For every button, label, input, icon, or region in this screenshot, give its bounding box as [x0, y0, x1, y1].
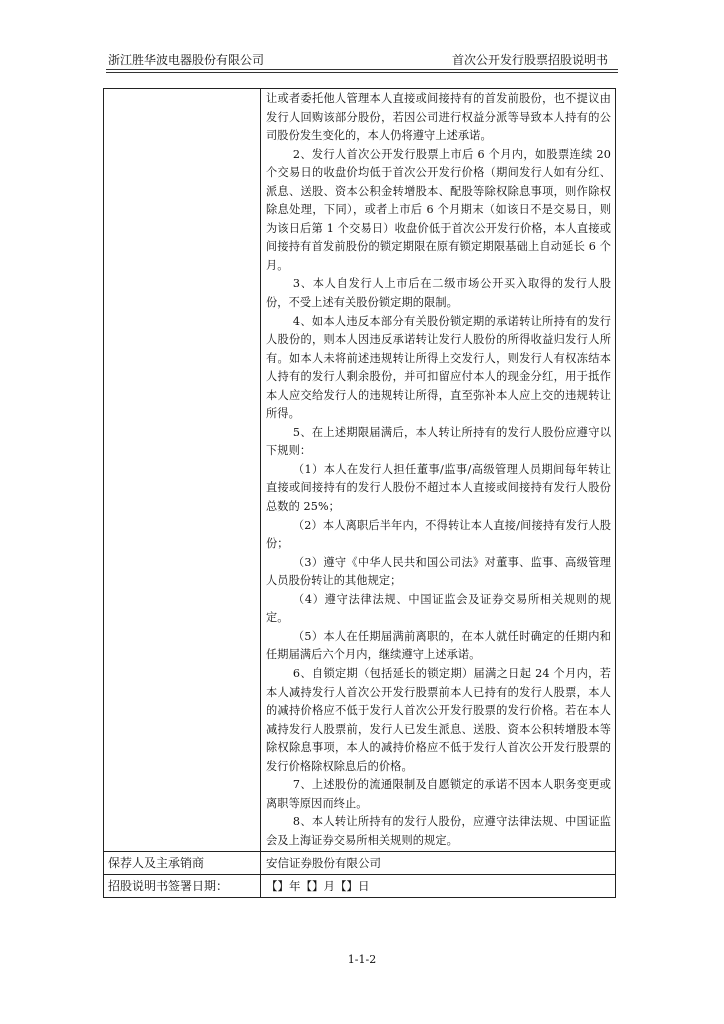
paragraph: 8、本人转让所持有的发行人股份，应遵守法律法规、中国证监会及上海证券交易所相关规则的规定。	[266, 815, 611, 847]
header-rule	[106, 69, 618, 70]
empty-label-cell	[104, 89, 261, 852]
info-table	[103, 88, 616, 898]
table-row	[104, 852, 616, 875]
page-header	[106, 48, 616, 70]
paragraph: 7、上述股份的流通限制及自愿锁定的承诺不因本人职务变更或离职等原因而终止。	[266, 778, 611, 810]
paragraph: （4）遵守法律法规、中国证监会及证券交易所相关规则的规定。	[266, 592, 611, 625]
paragraph: （5）本人在任期届满前离职的，在本人就任时确定的任期内和任期届满后六个月内，继续遵守上述承诺。	[266, 629, 611, 662]
paragraph: （2）本人离职后半年内，不得转让本人直接/间接持有发行人股份；	[266, 518, 611, 551]
page-number: 1-1-2	[347, 953, 377, 966]
paragraph: 让或者委托他人管理本人直接或间接持有的首发前股份，也不提议由发行人回购该部分股份，若因公司进行权益分派等导致本人持有的公司股份发生变化的，本人仍将遵守上述承诺。	[266, 92, 611, 143]
table-row	[104, 89, 616, 852]
paragraph: （3）遵守《中华人民共和国公司法》对董事、监事、高级管理人员股份转让的其他规定；	[266, 555, 611, 588]
paragraph: 3、本人自发行人上市后在二级市场公开买入取得的发行人股份，不受上述有关股份锁定期的限制。	[266, 277, 611, 310]
commitment-cell	[261, 89, 616, 852]
paragraph: 5、在上述期限届满后，本人转让所持有的发行人股份应遵守以下规则：	[266, 425, 611, 458]
sponsor-value: 安信证券股份有限公司	[261, 852, 616, 875]
company-name: 浙江胜华波电器股份有限公司	[108, 53, 265, 67]
paragraph: 2、发行人首次公开发行股票上市后 6 个月内，如股票连续 20 个交易日的收盘价均低于首次公开发行价格（期间发行人如有分红、派息、送股、资本公积金转增股本、配股等除权除息事项，则作除权除息处理，下同），或者上市后 6 个月期末（如该日不是交易日，则为该日后第 1 个交易日）收盘价低于首次公开发行价格，本人直接或间接持有首发前股份的锁定期限在原有锁定期限基础上自动延长 6 个月。	[266, 147, 611, 272]
sponsor-label: 保荐人及主承销商	[104, 852, 261, 875]
document-title: 首次公开发行股票招股说明书	[451, 53, 608, 67]
paragraph: 4、如本人违反本部分有关股份锁定期的承诺转让所持有的发行人股份的，则本人因违反承诺转让发行人股份的所得收益归发行人所有。如本人未将前述违规转让所得上交发行人，则发行人有权冻结本人持有的发行人剩余股份，并可扣留应付本人的现金分红，用于抵作本人应交给发行人的违规转让所得，直至弥补本人应上交的违规转让所得。	[266, 314, 611, 421]
paragraph: 6、自锁定期（包括延长的锁定期）届满之日起 24 个月内，若本人减持发行人首次公开发行股票前本人已持有的发行人股票，本人的减持价格应不低于发行人首次公开发行股票的发行价格。若在本人减持发行人股票前，发行人已发生派息、送股、资本公积转增股本等除权除息事项，本人的减持价格应不低于发行人首次公开发行股票的发行价格除权除息后的价格。	[266, 666, 611, 773]
header-rule-thin	[106, 72, 618, 73]
sign-date-label: 招股说明书签署日期：	[104, 875, 261, 898]
paragraph: （1）本人在发行人担任董事/监事/高级管理人员期间每年转让直接或间接持有的发行人股份不超过本人直接或间接持有发行人股份总数的 25%；	[266, 462, 611, 514]
sign-date-value: 【】年【】月【】日	[261, 875, 616, 898]
table-row	[104, 875, 616, 898]
